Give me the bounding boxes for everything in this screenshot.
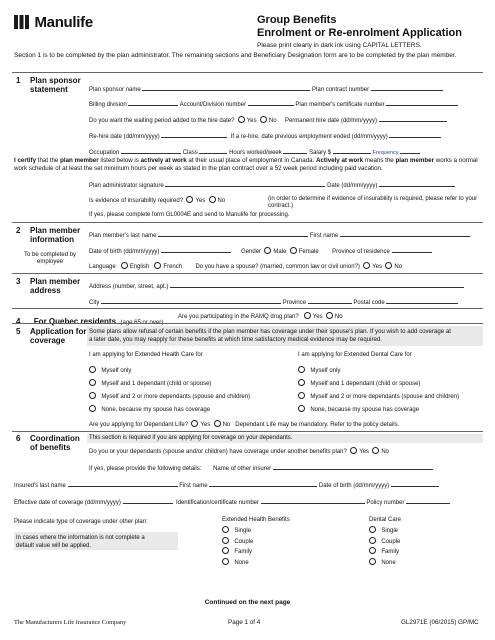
other-coverage-yes-radio[interactable] (350, 447, 357, 454)
ramq-no-label: No (334, 314, 343, 320)
dep-life-question: Are you applying for Dependant Life? (89, 422, 189, 428)
ramq-yes-label: Yes (312, 314, 323, 320)
section-5-number: 5 (16, 327, 21, 336)
contract-number-label: Plan contract number (312, 87, 370, 93)
section-6-title-line1: Coordination (30, 434, 80, 443)
insurability-note-2: your contract.) (268, 196, 478, 209)
ehc-heading: I am applying for Extended Health Care for (89, 352, 203, 358)
prev-employment-label: If a re-hire, date previous employment ended (dd/mm/yyyy) (230, 134, 388, 140)
certify-statement (14, 157, 482, 173)
other-insurer-row (89, 463, 433, 473)
address-field[interactable] (170, 281, 464, 288)
dental-one-dep-radio[interactable] (298, 379, 305, 386)
contract-number-field[interactable] (371, 84, 443, 91)
certify-part-h: means the (363, 157, 396, 164)
dental-heading: I am applying for Extended Dental Care for (298, 352, 412, 358)
language-row (89, 262, 402, 271)
account-division-label: Account/Division number (179, 102, 247, 108)
admin-signature-row (89, 180, 455, 190)
certificate-field[interactable] (386, 99, 458, 106)
province-field[interactable] (308, 297, 352, 304)
postal-field[interactable] (386, 297, 458, 304)
dc-family-radio[interactable] (369, 547, 376, 554)
french-radio[interactable] (154, 262, 161, 269)
spouse-yes-radio[interactable] (363, 262, 370, 269)
admin-signature-label: Plan administrator signature (89, 183, 164, 189)
policy-number-field[interactable] (406, 497, 450, 504)
dc-option-family[interactable] (369, 547, 400, 558)
waiting-no-label: No (268, 118, 277, 124)
section-4-sub: (age 65 or over) (120, 320, 164, 326)
postal-label: Postal code (353, 300, 385, 306)
ehc-two-dep-label: Myself and 2 or more dependants (spouse and children) (101, 394, 251, 400)
section-2-sub-line1: To be completed by (24, 252, 77, 258)
section-6-title-line2: of benefits (30, 443, 71, 452)
dc-options (369, 526, 400, 568)
default-note-2: default value will be applied. (16, 543, 92, 549)
member-last-name-label: Plan member's last name (89, 233, 157, 239)
rehire-field[interactable] (161, 131, 227, 138)
english-radio[interactable] (121, 262, 128, 269)
spouse-no-radio[interactable] (385, 262, 392, 269)
certify-part-f: at their usual place of employment in Canada. (186, 157, 317, 164)
waiting-period-question: Do you want the waiting period added to the hire date? (89, 118, 235, 124)
dental-option-myself[interactable] (298, 365, 459, 378)
effective-date-field[interactable] (123, 497, 173, 504)
ehb-option-none[interactable] (222, 558, 253, 569)
ehc-option-myself[interactable] (89, 365, 250, 378)
admin-date-label: Date (dd/mm/yyyy) (327, 183, 378, 189)
frequency-field[interactable] (400, 147, 420, 154)
insured-dob-label: Date of birth (dd/mm/yyyy) (318, 483, 390, 489)
dc-option-couple[interactable] (369, 537, 400, 548)
address-row (89, 281, 464, 291)
ramq-question: Are you participating in the RAMQ drug plan? (178, 314, 299, 320)
ramq-yes-radio[interactable] (304, 312, 311, 319)
insurability-question: Is evidence of insurability required? (89, 198, 184, 204)
ehc-none-label: None, because my spouse has coverage (101, 407, 211, 413)
city-label: City (89, 300, 100, 306)
dep-life-row (89, 420, 399, 429)
dep-life-no-label: No (222, 422, 231, 428)
ehb-single-radio[interactable] (222, 526, 229, 533)
section-5-title-line1: Application for (30, 327, 87, 336)
account-division-field[interactable] (248, 99, 294, 106)
city-field[interactable] (101, 297, 281, 304)
effective-row (14, 497, 450, 507)
dental-two-dep-label: Myself and 2 or more dependants (spouse and children) (310, 394, 460, 400)
sponsor-name-field[interactable] (142, 84, 310, 91)
section-6-title (30, 434, 80, 452)
billing-division-field[interactable] (128, 99, 178, 106)
dc-option-single[interactable] (369, 526, 400, 537)
dental-two-dep-radio[interactable] (298, 392, 305, 399)
city-row (89, 297, 458, 307)
language-label: Language (89, 264, 116, 270)
dob-row (89, 246, 432, 256)
section-6-note: This section is required if you are applying for coverage on your dependants. (89, 435, 293, 441)
billing-row (89, 99, 458, 109)
ehb-option-single[interactable] (222, 526, 253, 537)
ehb-option-couple[interactable] (222, 537, 253, 548)
form-subtitle: Enrolment or Re-enrolment Application (257, 27, 462, 39)
ehb-none-label: None (234, 559, 249, 566)
dental-option-one-dep[interactable] (298, 378, 459, 391)
dc-single-radio[interactable] (369, 526, 376, 533)
other-insurer-label: Name of other insurer (213, 466, 272, 472)
company-name: The Manufacturers Life Insurance Company (14, 619, 127, 626)
spouse-question: Do you have a spouse? (married, common law or civil union?) (195, 264, 360, 270)
ehb-none-radio[interactable] (222, 558, 229, 565)
section-3-title-line1: Plan member (30, 277, 81, 286)
male-label: Male (273, 249, 287, 255)
hours-field[interactable] (283, 147, 307, 154)
dep-life-no-radio[interactable] (214, 420, 221, 427)
dc-single-label: Single (381, 528, 399, 534)
dc-none-label: None (381, 559, 396, 566)
form-number: GL2971E (06/2015) GP/MC (401, 619, 479, 626)
prev-employment-field[interactable] (389, 131, 441, 138)
province-label: Province (282, 300, 307, 306)
dc-couple-radio[interactable] (369, 537, 376, 544)
other-coverage-no-radio[interactable] (372, 447, 379, 454)
dc-option-none[interactable] (369, 558, 400, 569)
section-1-title (30, 76, 81, 94)
ehc-option-none[interactable] (89, 404, 250, 417)
section-5-note (89, 328, 451, 344)
waiting-yes-radio[interactable] (238, 116, 245, 123)
cert-number-field[interactable] (261, 497, 365, 504)
occupation-label: Occupation (89, 150, 120, 156)
female-label: Female (298, 249, 319, 255)
waiting-no-radio[interactable] (260, 116, 267, 123)
insurability-row (89, 196, 225, 205)
section-1-number: 1 (16, 76, 21, 85)
ehc-one-dep-label: Myself and 1 dependant (child or spouse) (101, 381, 212, 387)
cert-number-label: Identification/certificate number (175, 500, 259, 506)
dental-option-two-dep[interactable] (298, 391, 459, 404)
dc-heading: Dental Care (369, 517, 402, 523)
dep-life-note: Dependant Life may be mandatory. Refer to the policy details. (235, 422, 400, 428)
section-6-number: 6 (16, 434, 21, 443)
dep-life-yes-label: Yes (200, 422, 211, 428)
other-coverage-yes-label: Yes (359, 449, 369, 455)
ehc-option-two-dep[interactable] (89, 391, 250, 404)
dental-none-radio[interactable] (298, 405, 305, 412)
occupation-field[interactable] (121, 147, 181, 154)
other-coverage-question: Do you or your dependants (spouse and/or children) have coverage under another benefits plan? (89, 449, 347, 455)
spouse-no-label: No (394, 264, 403, 270)
continued-notice: Continued on the next page (204, 599, 291, 606)
ehc-none-radio[interactable] (89, 405, 96, 412)
insured-first-label: First name (179, 483, 208, 489)
rehire-label: Re-hire date (dd/mm/yyyy) (89, 134, 160, 140)
insured-last-field[interactable] (68, 480, 178, 487)
ramq-no-radio[interactable] (326, 312, 333, 319)
section-3-number: 3 (16, 277, 21, 286)
print-instruction: Please print clearly in dark ink using CAPITAL LETTERS. (257, 42, 422, 49)
dc-couple-label: Couple (381, 538, 401, 545)
section-3-title-line2: address (30, 286, 61, 295)
occupation-row (89, 147, 420, 157)
certify-part-d: listed below is (98, 157, 141, 164)
ehc-option-one-dep[interactable] (89, 378, 250, 391)
brand-name: Manulife (34, 14, 93, 31)
section-3-title (30, 277, 80, 295)
french-label: French (163, 264, 183, 270)
waiting-yes-label: Yes (246, 118, 257, 124)
form-title: Group Benefits (257, 14, 337, 26)
ehc-myself-label: Myself only (101, 368, 132, 374)
section-5-title-line2: coverage (30, 336, 66, 345)
ehb-single-label: Single (234, 528, 252, 534)
sponsor-name-label: Plan sponsor name (89, 87, 141, 93)
section-5-note-2: a later date, you may reapply for these benefits at which time satisfactory medical evidence may be required. (89, 336, 382, 343)
sponsor-name-row (89, 84, 443, 94)
salary-field[interactable] (333, 147, 371, 154)
member-last-name-field[interactable] (158, 230, 308, 237)
member-dob-label: Date of birth (dd/mm/yyyy) (89, 249, 160, 255)
hours-label: Hours worked/week (229, 150, 282, 156)
admin-signature-field[interactable] (165, 180, 325, 187)
ehb-options (222, 526, 253, 568)
insurability-yes-radio[interactable] (186, 196, 193, 203)
page-number: Page 1 of 4 (228, 619, 261, 626)
certificate-label: Plan member's certificate number (295, 102, 385, 108)
section-4-title: For Quebec residents (33, 317, 117, 326)
dental-myself-radio[interactable] (298, 366, 305, 373)
member-first-name-label: First name (309, 233, 339, 239)
section-2-number: 2 (16, 226, 21, 235)
class-label: Class (182, 150, 198, 156)
certify-part-g: Actively at work (316, 157, 364, 164)
perm-hire-label: Permanent hire date (dd/mm/yyyy) (284, 118, 377, 124)
certify-part-c: plan member (60, 157, 99, 164)
certify-part-a: I certify (14, 157, 37, 164)
certify-part-j: works a normal work schedule of at least the set minimum hours per week as stated in the plan contract over a 52 week period including paid vacation. (14, 157, 478, 172)
other-insurer-field[interactable] (273, 463, 433, 470)
certify-part-b: that the (36, 157, 61, 164)
insurability-yes-note: If yes, please complete form GL0004E and send to Manulife for processing. (89, 212, 290, 218)
ehc-myself-radio[interactable] (89, 366, 96, 373)
dental-none-label: None, because my spouse has coverage (310, 407, 420, 413)
manulife-logo (14, 14, 93, 32)
section-1-title-line2: statement (30, 85, 68, 94)
salary-label: Salary $ (309, 150, 332, 156)
dc-none-radio[interactable] (369, 558, 376, 565)
if-yes-label: If yes, please provide the following details: (89, 466, 202, 472)
dep-life-yes-radio[interactable] (191, 420, 198, 427)
dental-options (298, 365, 459, 417)
address-label: Address (number, street, apt.) (89, 284, 169, 290)
manulife-logo-icon (14, 15, 30, 29)
ehb-couple-label: Couple (234, 538, 254, 545)
waiting-period-row (89, 115, 447, 125)
ehb-family-radio[interactable] (222, 547, 229, 554)
class-field[interactable] (199, 147, 227, 154)
gender-label: Gender (241, 249, 262, 255)
section-2-sub-line2: employee (37, 259, 64, 265)
rehire-row (89, 131, 441, 141)
default-note-1: In cases where the information is not complete a (16, 535, 145, 541)
insurability-yes-label: Yes (195, 198, 206, 204)
dental-one-dep-label: Myself and 1 dependant (child or spouse) (310, 381, 421, 387)
section-2-title (30, 226, 80, 244)
section-1-title-line1: Plan sponsor (30, 76, 81, 85)
other-coverage-row (89, 447, 389, 456)
section-5-note-1: Some plans allow refusal of certain benefits if the plan member has coverage under their spouse's plan. If you wish to add coverage at (89, 328, 451, 335)
policy-number-label: Policy number (366, 500, 405, 506)
province-residence-field[interactable] (392, 246, 432, 253)
ehb-heading: Extended Health Benefits (222, 517, 290, 523)
other-coverage-no-label: No (381, 449, 389, 455)
member-name-row (89, 230, 470, 240)
spouse-yes-label: Yes (372, 264, 383, 270)
insurability-note (268, 196, 483, 210)
insurability-no-label: No (217, 198, 226, 204)
english-label: English (129, 264, 150, 270)
dental-myself-label: Myself only (310, 368, 341, 374)
member-dob-field[interactable] (161, 246, 231, 253)
perm-hire-field[interactable] (379, 115, 447, 122)
male-radio[interactable] (264, 247, 271, 254)
ehc-two-dep-radio[interactable] (89, 392, 96, 399)
insured-first-field[interactable] (209, 480, 317, 487)
section-4-number: 4 (16, 317, 21, 326)
certify-part-i: plan member (395, 157, 434, 164)
ehb-option-family[interactable] (222, 547, 253, 558)
section-2-sub (24, 252, 76, 266)
dental-option-none[interactable] (298, 404, 459, 417)
insured-dob-field[interactable] (391, 480, 439, 487)
admin-date-field[interactable] (379, 180, 455, 187)
insurability-no-radio[interactable] (209, 196, 216, 203)
ehb-family-label: Family (234, 549, 253, 555)
female-radio[interactable] (290, 247, 297, 254)
insured-last-label: Insured's last name (14, 483, 66, 489)
billing-division-label: Billing division (89, 102, 127, 108)
ehb-couple-radio[interactable] (222, 537, 229, 544)
certify-part-e: actively at work (140, 157, 187, 164)
ehc-options (89, 365, 250, 417)
insured-name-row (14, 480, 439, 490)
frequency-label: Frequency (372, 150, 399, 156)
effective-date-label: Effective date of coverage (dd/mm/yyyy) (14, 500, 121, 506)
member-first-name-field[interactable] (340, 230, 470, 237)
section-2-title-line1: Plan member (30, 226, 81, 235)
province-residence-label: Province of residence (332, 249, 390, 255)
section-2-title-line2: information (30, 235, 74, 244)
dc-family-label: Family (381, 549, 400, 555)
section-5-title (30, 327, 86, 345)
ehc-one-dep-radio[interactable] (89, 379, 96, 386)
coverage-type-label: Please indicate type of coverage under other plan: (14, 519, 148, 525)
ramq-row (178, 312, 343, 321)
insurability-note-1: (in order to determine if evidence of insurability is required, please refer to (268, 196, 464, 202)
default-note (16, 534, 145, 550)
intro-text: Section 1 is to be completed by the plan administrator. The remaining sections and Beneficiary Designation form are to be completed by the plan member. (14, 52, 457, 59)
